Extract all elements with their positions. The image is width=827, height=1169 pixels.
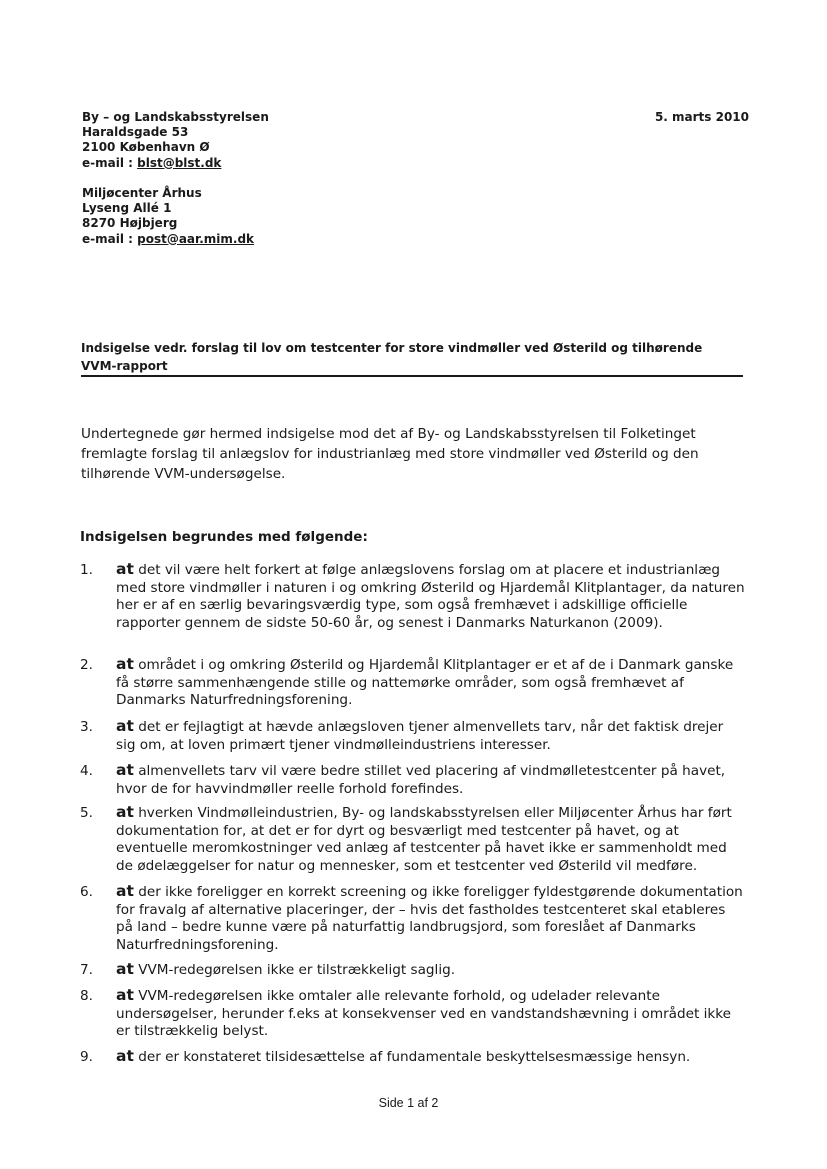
list-item xyxy=(80,718,745,754)
item-number: 4. xyxy=(80,763,93,779)
item-lead: at xyxy=(116,1047,134,1065)
recipient-address xyxy=(82,186,254,247)
item-lead: at xyxy=(116,960,134,978)
list-item xyxy=(80,961,745,980)
item-number: 2. xyxy=(80,657,93,673)
item-text: VVM-redegørelsen ikke omtaler alle relevante forhold, og udelader relevante undersøgelser, herunder f.eks at konsekvenser ved en vandstandshævning i området ikke er tilstrækkelig belyst. xyxy=(116,988,732,1039)
section-heading: Indsigelsen begrundes med følgende: xyxy=(80,529,368,545)
item-text: området i og omkring Østerild og Hjardemål Klitplantager er et af de i Danmark ganske få større sammenhængende stille og nattemørke områder, som også fremhævet af Danmarks Naturfredningsforening. xyxy=(116,657,734,708)
list-item xyxy=(80,883,745,954)
letter-date: 5. marts 2010 xyxy=(654,110,749,124)
sender-email-link[interactable]: blst@blst.dk xyxy=(137,155,222,170)
item-text: hverken Vindmølleindustrien, By- og landskabsstyrelsen eller Miljøcenter Århus har ført dokumentation for, at det er for dyrt og besværligt med testcenter på havet, og at eventuelle meromkostninger ved anlæg af testcenter på havet ikke er sammenholdt med de ødelæggelser for natur og mennesker, som et testcenter ved Østerild vil medføre. xyxy=(116,805,732,874)
item-text: der ikke foreligger en korrekt screening og ikke foreligger fyldestgørende dokumentation for fravalg af alternative placeringer, der – hvis det fastholdes testcenteret skal etableres på land – bedre kunne være på naturfattig landbrugsjord, som foreslået af Danmarks Naturfredningsforening. xyxy=(116,884,743,953)
sender-email-line xyxy=(82,156,269,171)
recipient-email-label: e-mail : xyxy=(82,231,138,246)
recipient-name: Miljøcenter Århus xyxy=(82,186,202,200)
sender-name: By – og Landskabsstyrelsen xyxy=(82,110,269,124)
recipient-street: Lyseng Allé 1 xyxy=(82,201,172,216)
recipient-email-line xyxy=(82,232,254,247)
item-number: 8. xyxy=(80,988,93,1004)
list-item xyxy=(80,656,745,710)
item-lead: at xyxy=(116,986,134,1004)
item-lead: at xyxy=(116,560,134,578)
list-item xyxy=(80,804,745,875)
sender-address xyxy=(82,110,269,171)
item-number: 9. xyxy=(80,1049,93,1065)
list-item xyxy=(80,762,745,798)
item-number: 7. xyxy=(80,962,93,978)
item-text: VVM-redegørelsen ikke er tilstrækkeligt saglig. xyxy=(133,962,456,978)
list-item xyxy=(80,1048,745,1067)
sender-email-label: e-mail : xyxy=(82,155,138,170)
item-lead: at xyxy=(116,803,134,821)
item-text: der er konstateret tilsidesættelse af fundamentale beskyttelsesmæssige hensyn. xyxy=(133,1049,691,1065)
sender-street: Haraldsgade 53 xyxy=(82,125,189,140)
list-item xyxy=(80,561,745,632)
subject-line: Indsigelse vedr. forslag til lov om testcenter for store vindmøller ved Østerild og tilhørende VVM-rapport xyxy=(81,341,703,373)
item-number: 6. xyxy=(80,884,93,900)
recipient-city: 8270 Højbjerg xyxy=(82,216,178,231)
item-lead: at xyxy=(116,717,134,735)
item-text: det er fejlagtigt at hævde anlægsloven tjener almenvellets tarv, når det faktisk drejer sig om, at loven primært tjener vindmølleindustriens interesser. xyxy=(116,719,724,753)
item-lead: at xyxy=(116,761,134,779)
intro-paragraph: Undertegnede gør hermed indsigelse mod det af By- og Landskabsstyrelsen til Folketinget fremlagte forslag til anlægslov for industrianlæg med store vindmøller ved Østerild og den tilhørende VVM-undersøgelse. xyxy=(81,426,699,482)
item-text: almenvellets tarv vil være bedre stillet ved placering af vindmølletestcenter på havet, hvor de for havvindmøller reelle forhold forefindes. xyxy=(116,763,726,797)
item-number: 3. xyxy=(80,719,93,735)
subject-divider xyxy=(81,375,743,377)
item-lead: at xyxy=(116,882,134,900)
item-text: det vil være helt forkert at følge anlægslovens forslag om at placere et industrianlæg med store vindmøller i naturen i og omkring Østerild og Hjardemål Klitplantager, da naturen her er af en særlig bevaringsværdig type, som også fremhævet i adskillige officielle rapporter gennem de sidste 50-60 år, og senest i Danmarks Naturkanon (2009). xyxy=(116,562,745,631)
sender-city: 2100 København Ø xyxy=(82,140,210,155)
item-number: 1. xyxy=(80,562,93,578)
item-number: 5. xyxy=(80,805,93,821)
item-lead: at xyxy=(116,655,134,673)
list-item xyxy=(80,987,745,1041)
recipient-email-link[interactable]: post@aar.mim.dk xyxy=(137,231,255,246)
page-number: Side 1 af 2 xyxy=(378,1096,439,1110)
